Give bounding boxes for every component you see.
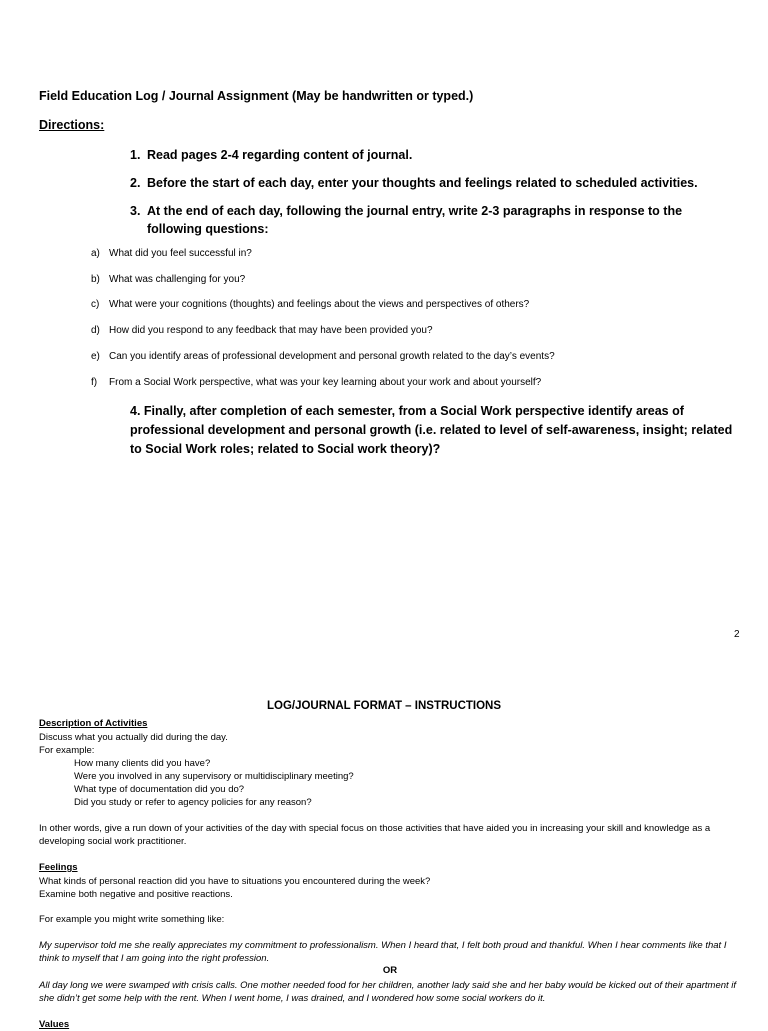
- example-paragraph-1: My supervisor told me she really appreciates my commitment to professionalism. When I heard that, I felt both proud and thankful. When I hear comments like that I think to myself that I am going into the right profession.: [39, 940, 727, 964]
- feelings-line: What kinds of personal reaction did you have to situations you encountered during the week?: [39, 876, 431, 887]
- feelings-heading: Feelings: [39, 862, 78, 873]
- page-number: 2: [734, 629, 740, 640]
- or-separator: OR: [382, 965, 398, 976]
- numbered-item-4: 4. Finally, after completion of each semester, from a Social Work perspective identify areas of professional development and personal growth (i.e. related to level of self-awareness, insight; related to Social Work roles; related to Social work theory)?: [130, 404, 733, 456]
- activities-line: Discuss what you actually did during the day.: [39, 732, 228, 743]
- question-text: What did you feel successful in?: [109, 248, 252, 259]
- values-heading: Values: [39, 1019, 70, 1030]
- item-text: Read pages 2-4 regarding content of journal.: [147, 148, 413, 162]
- question-text: Can you identify areas of professional development and personal growth related to the day’s events?: [109, 351, 555, 362]
- activities-example: Were you involved in any supervisory or multidisciplinary meeting?: [74, 771, 354, 782]
- question-a: [91, 247, 711, 260]
- item-text: At the end of each day, following the journal entry, write 2-3 paragraphs in response to the following questions:: [147, 204, 683, 236]
- instructions-title: LOG/JOURNAL FORMAT – INSTRUCTIONS: [266, 700, 502, 712]
- numbered-item-1: [130, 146, 730, 164]
- numbered-item-3: [130, 202, 730, 238]
- question-letter: f): [91, 377, 98, 388]
- feelings-line: Examine both negative and positive reactions.: [39, 889, 233, 900]
- activities-example: What type of documentation did you do?: [74, 784, 245, 795]
- question-letter: d): [91, 325, 100, 336]
- question-letter: b): [91, 274, 100, 285]
- question-text: What were your cognitions (thoughts) and feelings about the views and perspectives of others?: [109, 299, 530, 310]
- activities-example: Did you study or refer to agency policies for any reason?: [74, 797, 312, 808]
- item-number: 2.: [130, 176, 141, 190]
- question-letter: e): [91, 351, 100, 362]
- item-text: Before the start of each day, enter your thoughts and feelings related to scheduled activities.: [147, 176, 698, 190]
- question-e: [91, 350, 711, 363]
- question-letter: c): [91, 299, 100, 310]
- question-f: [91, 376, 711, 389]
- question-text: From a Social Work perspective, what was your key learning about your work and about yourself?: [109, 377, 542, 388]
- directions-heading: Directions:: [39, 118, 105, 132]
- activities-heading: Description of Activities: [39, 718, 148, 729]
- numbered-item-2: [130, 174, 730, 192]
- item-number: 1.: [130, 148, 141, 162]
- activities-summary: In other words, give a run down of your activities of the day with special focus on those activities that have aided you in increasing your skill and knowledge as a developing social work practitioner.: [39, 823, 711, 847]
- item-number: 3.: [130, 204, 141, 218]
- activities-example: How many clients did you have?: [74, 758, 211, 769]
- question-d: [91, 324, 711, 337]
- question-text: What was challenging for you?: [109, 274, 246, 285]
- question-letter: a): [91, 248, 100, 259]
- document-title: Field Education Log / Journal Assignment (May be handwritten or typed.): [39, 89, 474, 103]
- activities-line: For example:: [39, 745, 95, 756]
- example-paragraph-2: All day long we were swamped with crisis calls. One mother needed food for her children, another lady said she and her baby would be kicked out of their apartment if she didn’t get some help with the rent. When I went home, I was drained, and I wondered how some social workers do it.: [39, 980, 737, 1004]
- question-b: [91, 273, 711, 286]
- question-c: [91, 298, 711, 311]
- feelings-example-intro: For example you might write something like:: [39, 914, 225, 925]
- question-text: How did you respond to any feedback that may have been provided you?: [109, 325, 433, 336]
